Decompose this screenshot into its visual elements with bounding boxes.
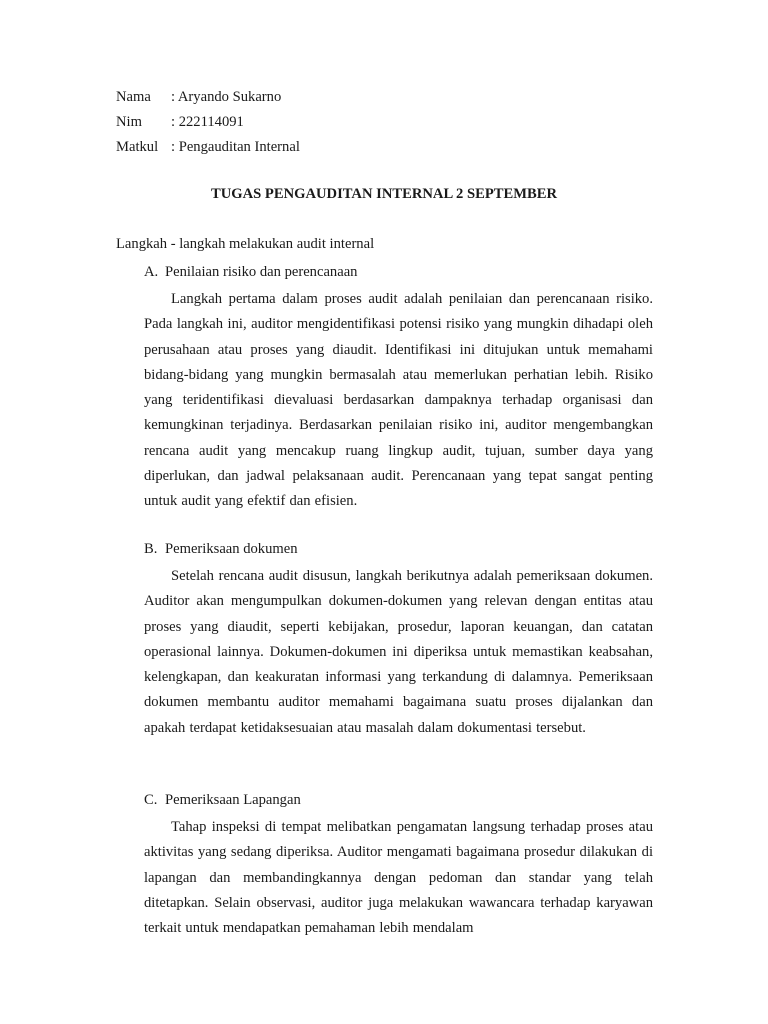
section-b (144, 539, 653, 741)
name-label: Nama (116, 89, 151, 105)
section-heading (144, 539, 653, 564)
section-letter: B. (144, 541, 158, 557)
section-paragraph: Setelah rencana audit disusun, langkah berikutnya adalah pemeriksaan dokumen. Auditor akan mengumpulkan dokumen-dokumen yang relevan dengan entitas atau proses yang diaudit, seperti kebijakan, prosedur, laporan keuangan, dan catatan operasional lainnya. Dokumen-dokumen ini diperiksa untuk memastikan keabsahan, kelengkapan, dan keakuratan informasi yang terkandung di dalamnya. Pemeriksaan dokumen membantu auditor memahami bagaimana suatu proses dijalankan dan apakah terdapat ketidaksesuaian atau masalah dalam dokumentasi tersebut. (144, 568, 653, 736)
section-heading (144, 790, 653, 815)
nim-row (116, 112, 300, 137)
intro-line: Langkah - langkah melakukan audit internal (116, 236, 375, 252)
document-title: TUGAS PENGAUDITAN INTERNAL 2 SEPTEMBER (211, 186, 557, 202)
matkul-label: Matkul (116, 139, 159, 155)
nim-label: Nim (116, 114, 142, 130)
section-title: Pemeriksaan dokumen (165, 541, 298, 557)
student-info (116, 87, 300, 162)
nim-value: : 222114091 (171, 114, 244, 130)
section-paragraph: Tahap inspeksi di tempat melibatkan pengamatan langsung terhadap proses atau aktivitas yang sedang diperiksa. Auditor mengamati bagaimana prosedur dilakukan di lapangan dan membandingkannya dengan pedoman dan standar yang telah ditetapkan. Selain observasi, auditor juga melakukan wawancara terhadap karyawan terkait untuk mendapatkan pemahaman lebih mendalam (144, 819, 653, 937)
matkul-row (116, 137, 300, 162)
section-title: Penilaian risiko dan perencanaan (165, 264, 358, 280)
section-a (144, 262, 653, 515)
matkul-value: : Pengauditan Internal (171, 139, 300, 155)
section-title: Pemeriksaan Lapangan (165, 792, 301, 808)
section-heading (144, 262, 653, 287)
section-letter: C. (144, 792, 158, 808)
name-row (116, 87, 300, 112)
section-letter: A. (144, 264, 159, 280)
name-value: : Aryando Sukarno (171, 89, 282, 105)
section-c (144, 790, 653, 941)
section-paragraph: Langkah pertama dalam proses audit adalah penilaian dan perencanaan risiko. Pada langkah ini, auditor mengidentifikasi potensi risiko yang mungkin dihadapi oleh perusahaan atau proses yang diaudit. Identifikasi ini ditujukan untuk memahami bidang-bidang yang mungkin bermasalah atau memerlukan perhatian lebih. Risiko yang teridentifikasi dievaluasi berdasarkan dampaknya terhadap organisasi dan kemungkinan terjadinya. Berdasarkan penilaian risiko ini, auditor mengembangkan rencana audit yang mencakup ruang lingkup audit, tujuan, sumber daya yang diperlukan, dan jadwal pelaksanaan audit. Perencanaan yang tepat sangat penting untuk audit yang efektif dan efisien. (144, 291, 653, 510)
